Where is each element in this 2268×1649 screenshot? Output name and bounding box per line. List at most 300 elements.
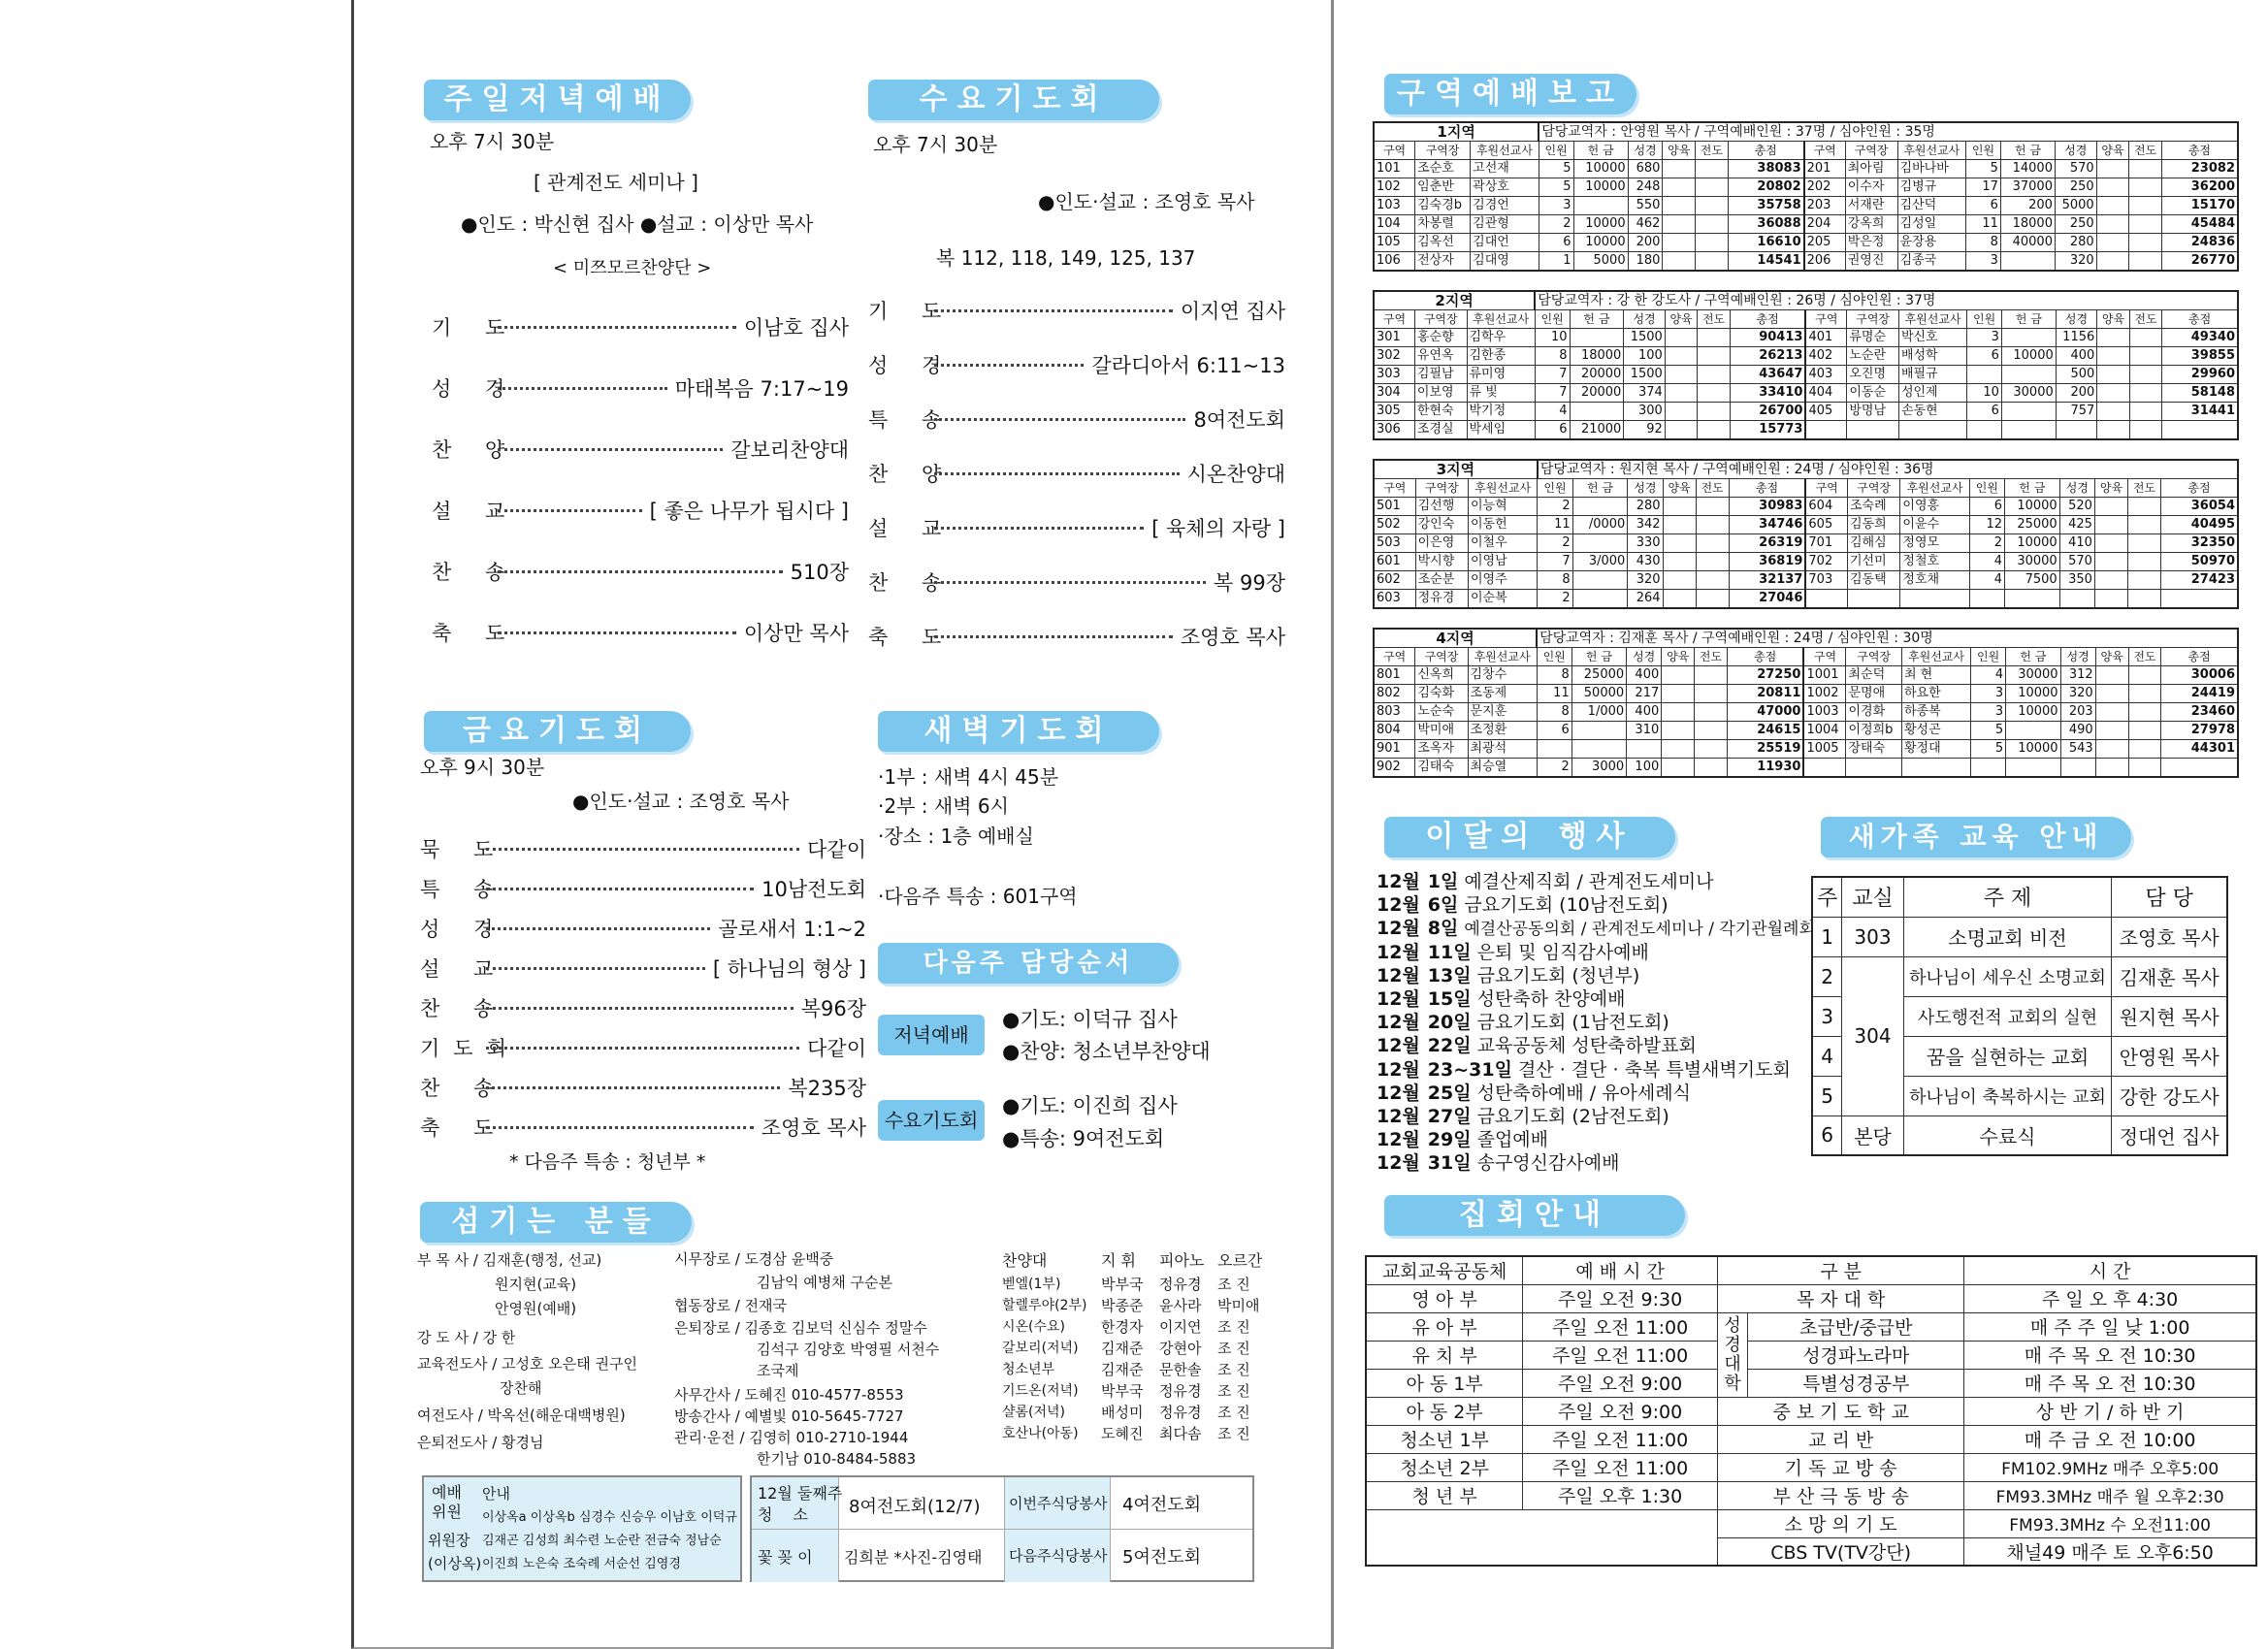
district-cell: 605 bbox=[1805, 516, 1847, 534]
district-cell bbox=[2127, 498, 2160, 516]
event-text: 성탄축하예배 / 유아세례식 bbox=[1476, 1082, 1691, 1104]
event-month: 12월 bbox=[1377, 988, 1420, 1010]
district-cell: 47000 bbox=[1727, 703, 1803, 722]
district-cell bbox=[2001, 366, 2056, 384]
district-cell: 7 bbox=[1538, 553, 1572, 571]
wednesday-value: 복 99장 bbox=[1214, 571, 1285, 595]
friday-value: 다같이 bbox=[807, 838, 866, 861]
district-cell: 2 bbox=[1538, 534, 1572, 553]
committee-label: 예배위원 bbox=[432, 1483, 462, 1521]
district-cell: 90413 bbox=[1730, 329, 1805, 347]
next-wed-label: 수요기도회 bbox=[878, 1100, 985, 1141]
edu-header: 교실 bbox=[1842, 877, 1903, 917]
district-cell: 14541 bbox=[1728, 252, 1803, 272]
district-cell bbox=[1695, 685, 1728, 703]
edu-cell: 안영원 목사 bbox=[2112, 1036, 2227, 1076]
district-cell: 203 bbox=[1804, 197, 1846, 215]
district-header: 양육 bbox=[1663, 479, 1696, 498]
district-cell: 문명애 bbox=[1846, 685, 1901, 703]
gather-schedule: 상 반 기 / 하 반 기 bbox=[1964, 1397, 2256, 1425]
district-cell bbox=[1572, 534, 1628, 553]
choir-cell: 김재준 bbox=[1101, 1361, 1144, 1378]
district-cell: 7500 bbox=[2005, 571, 2060, 590]
district-cell: 23460 bbox=[2161, 703, 2238, 722]
district-cell: 400 bbox=[1627, 666, 1662, 685]
district-cell bbox=[2094, 553, 2127, 571]
district-cell bbox=[1846, 759, 1901, 778]
district-cell: 김한종 bbox=[1467, 347, 1535, 366]
district-cell bbox=[2129, 178, 2162, 197]
district-cell: 3/000 bbox=[1572, 553, 1628, 571]
choir-cell: 최다솜 bbox=[1159, 1425, 1202, 1442]
district-cell bbox=[2128, 740, 2161, 759]
gather-kind: 소 망 의 기 도 bbox=[1718, 1509, 1964, 1537]
district-cell bbox=[1969, 590, 2004, 609]
district-cell: 250 bbox=[2055, 215, 2096, 234]
district-cell: 24836 bbox=[2161, 234, 2238, 252]
district-cell: 902 bbox=[1374, 759, 1415, 778]
sunday-dots bbox=[498, 570, 783, 573]
district-cell: 김관형 bbox=[1471, 215, 1539, 234]
district-cell: 430 bbox=[1628, 553, 1663, 571]
staff-line: 은퇴전도사 / 황경님 bbox=[417, 1434, 544, 1451]
district-cell: 이영남 bbox=[1468, 553, 1537, 571]
district-header: 구역장 bbox=[1414, 310, 1467, 329]
choir-cell: 박미애 bbox=[1217, 1297, 1260, 1314]
district-cell: 6 bbox=[1539, 234, 1573, 252]
district-cell bbox=[1696, 498, 1729, 516]
choir-cell: 조 진 bbox=[1217, 1276, 1250, 1293]
friday-dots bbox=[486, 1047, 799, 1050]
district-header: 후원선교사 bbox=[1471, 142, 1539, 160]
district-cell: 503 bbox=[1374, 534, 1415, 553]
district-header: 총점 bbox=[2161, 648, 2238, 666]
district-cell bbox=[2097, 403, 2129, 421]
district-header: 헌 금 bbox=[1570, 310, 1624, 329]
sunday-choir: < 미쯔모르찬양단 > bbox=[553, 258, 712, 278]
district-cell: 30000 bbox=[2001, 384, 2056, 403]
edu-cell: 조영호 목사 bbox=[2112, 917, 2227, 956]
district-cell: 602 bbox=[1374, 571, 1415, 590]
friday-key: 설 교 bbox=[420, 957, 507, 981]
district-cell: 2 bbox=[1969, 534, 2004, 553]
friday-value: [ 하나님의 형상 ] bbox=[712, 957, 866, 981]
district-name: 4지역 bbox=[1374, 629, 1537, 648]
choir-cell: 할렐루야(2부) bbox=[1002, 1298, 1087, 1313]
event-day: 1일 bbox=[1427, 871, 1459, 892]
sunday-key: 성 경 bbox=[432, 377, 519, 401]
district-cell: 김경언 bbox=[1471, 197, 1539, 215]
staff-line: 김남익 예병채 구순본 bbox=[757, 1274, 892, 1291]
district-cell: 6 bbox=[1967, 347, 2002, 366]
district-cell bbox=[1967, 366, 2002, 384]
district-cell: 류 빛 bbox=[1467, 384, 1535, 403]
district-cell: 하요한 bbox=[1901, 685, 1970, 703]
event-text: 은퇴 및 임직감사예배 bbox=[1476, 941, 1649, 963]
district-cell bbox=[2128, 685, 2161, 703]
district-cell: 1003 bbox=[1803, 703, 1846, 722]
choir-header: 지 휘 bbox=[1101, 1251, 1136, 1270]
district-header: 구역장 bbox=[1846, 648, 1901, 666]
serve2-value: 5여전도회 bbox=[1122, 1547, 1202, 1568]
district-cell: 103 bbox=[1374, 197, 1415, 215]
wednesday-time: 오후 7시 30분 bbox=[873, 133, 998, 156]
choir-cell: 이지연 bbox=[1159, 1318, 1202, 1336]
dawn-line-3: ·장소 : 1층 예배실 bbox=[878, 824, 1034, 848]
event-item bbox=[1377, 890, 1669, 917]
district-cell bbox=[1570, 329, 1624, 347]
gather-header: 교회교육공동체 bbox=[1366, 1256, 1523, 1284]
friday-item bbox=[420, 834, 866, 863]
district-cell: 248 bbox=[1628, 178, 1663, 197]
event-day: 22일 bbox=[1427, 1035, 1472, 1057]
district-header: 총점 bbox=[2161, 142, 2238, 160]
district-cell bbox=[2162, 421, 2238, 440]
district-cell bbox=[1696, 252, 1729, 272]
usher-names: 이상옥a 이상옥b 심경수 신승우 이남호 이덕규 bbox=[482, 1510, 737, 1525]
district-cell: 11 bbox=[1537, 685, 1571, 703]
staff-line: 시무장로 / 도경삼 윤백중 bbox=[674, 1250, 834, 1268]
district-cell bbox=[1805, 421, 1846, 440]
district-cell: 18000 bbox=[1570, 347, 1624, 366]
edu-cell: 소명교회 비전 bbox=[1903, 917, 2112, 956]
district-cell: 300 bbox=[1624, 403, 1666, 421]
district-cell: 정영모 bbox=[1900, 534, 1969, 553]
district-cell: 27978 bbox=[2161, 722, 2238, 740]
wednesday-dots bbox=[934, 418, 1185, 421]
district-header: 인원 bbox=[1539, 142, 1573, 160]
district-cell: 김대영 bbox=[1471, 252, 1539, 272]
district-cell bbox=[2000, 252, 2055, 272]
district-cell: 김동택 bbox=[1847, 571, 1899, 590]
district-cell bbox=[1663, 252, 1696, 272]
district-header: 헌 금 bbox=[2006, 648, 2060, 666]
wednesday-key: 특 송 bbox=[868, 408, 956, 432]
district-header: 구역장 bbox=[1415, 142, 1471, 160]
district-cell: 12 bbox=[1969, 516, 2004, 534]
choir-cell: 샬롬(저녁) bbox=[1002, 1405, 1066, 1420]
event-month: 12월 bbox=[1377, 1152, 1420, 1175]
edu-header: 주 제 bbox=[1903, 877, 2112, 917]
district-cell: 102 bbox=[1374, 178, 1415, 197]
choir-header: 찬양대 bbox=[1002, 1251, 1048, 1270]
district-cell bbox=[2095, 759, 2128, 778]
district-cell: 이능혁 bbox=[1468, 498, 1537, 516]
district-cell: 5 bbox=[1966, 160, 2001, 178]
district-cell: 최승열 bbox=[1468, 759, 1537, 778]
district-name: 3지역 bbox=[1374, 460, 1538, 479]
district-cell: 27046 bbox=[1729, 590, 1805, 609]
district-table bbox=[1373, 459, 2239, 609]
district-cell: 6 bbox=[1966, 197, 2001, 215]
gather-kind: CBS TV(TV강단) bbox=[1718, 1537, 1964, 1566]
wednesday-key: 축 도 bbox=[868, 626, 956, 649]
district-cell bbox=[1665, 366, 1697, 384]
district-cell: 이수자 bbox=[1845, 178, 1897, 197]
sunday-dots bbox=[498, 326, 736, 329]
district-cell bbox=[1663, 178, 1696, 197]
event-text: 예결산제직회 / 관계전도세미나 bbox=[1464, 871, 1714, 892]
district-header: 구역 bbox=[1804, 142, 1846, 160]
friday-dots bbox=[486, 927, 710, 930]
district-cell: 조정환 bbox=[1468, 722, 1537, 740]
district-header: 후원선교사 bbox=[1900, 479, 1969, 498]
district-cell: 손동현 bbox=[1898, 403, 1966, 421]
district-header: 인원 bbox=[1969, 479, 2004, 498]
district-cell: 30006 bbox=[2161, 666, 2238, 685]
event-text: 졸업예배 bbox=[1476, 1129, 1549, 1151]
district-cell bbox=[1662, 722, 1695, 740]
gather-dept: 청소년 1부 bbox=[1366, 1425, 1523, 1453]
district-table bbox=[1373, 290, 2239, 440]
district-cell bbox=[1572, 571, 1628, 590]
district-cell bbox=[1696, 590, 1729, 609]
sunday-banner: 주일저녁예배 bbox=[424, 80, 691, 120]
district-cell: 30000 bbox=[2005, 553, 2060, 571]
district-cell bbox=[1572, 590, 1628, 609]
district-cell: 이은영 bbox=[1415, 534, 1468, 553]
district-cell bbox=[1901, 759, 1970, 778]
district-cell: 조경실 bbox=[1414, 421, 1467, 440]
district-cell: 200 bbox=[1628, 234, 1663, 252]
district-header: 구역장 bbox=[1847, 310, 1899, 329]
district-cell: 200 bbox=[2000, 197, 2055, 215]
district-cell: 10000 bbox=[1573, 234, 1628, 252]
district-cell: 곽상호 bbox=[1471, 178, 1539, 197]
choir-cell: 조 진 bbox=[1217, 1318, 1250, 1336]
district-cell: 500 bbox=[2056, 366, 2097, 384]
district-cell: 김옥선 bbox=[1415, 234, 1471, 252]
district-cell: 14000 bbox=[2000, 160, 2055, 178]
event-day: 27일 bbox=[1427, 1106, 1472, 1127]
district-cell: 홍순향 bbox=[1414, 329, 1467, 347]
choir-cell: 조 진 bbox=[1217, 1361, 1250, 1378]
district-cell: 310 bbox=[1627, 722, 1662, 740]
district-cell: 92 bbox=[1624, 421, 1666, 440]
dawn-banner: 새벽기도회 bbox=[878, 711, 1159, 752]
wednesday-hymns: 복 112, 118, 149, 125, 137 bbox=[936, 246, 1196, 270]
district-cell: 11 bbox=[1538, 516, 1572, 534]
district-cell bbox=[2129, 234, 2162, 252]
edu-cell: 꿈을 실현하는 교회 bbox=[1903, 1036, 2112, 1076]
district-cell: 이정희b bbox=[1846, 722, 1901, 740]
district-cell bbox=[2129, 197, 2162, 215]
district-cell: 26319 bbox=[1729, 534, 1805, 553]
district-header: 구역 bbox=[1374, 479, 1415, 498]
district-cell: 정철호 bbox=[1900, 553, 1969, 571]
friday-item bbox=[420, 1073, 866, 1102]
district-cell: 10000 bbox=[2005, 498, 2060, 516]
sunday-seminar: [ 관계전도 세미나 ] bbox=[534, 171, 698, 194]
district-cell bbox=[1971, 759, 2006, 778]
friday-item bbox=[420, 1033, 866, 1062]
district-cell: 김필남 bbox=[1414, 366, 1467, 384]
district-cell bbox=[2005, 590, 2060, 609]
district-cell: 280 bbox=[1628, 498, 1663, 516]
wednesday-value: 8여전도회 bbox=[1193, 408, 1285, 432]
district-cell: 36819 bbox=[1729, 553, 1805, 571]
district-cell: 306 bbox=[1374, 421, 1414, 440]
district-cell: 3 bbox=[1971, 685, 2006, 703]
district-header: 구역 bbox=[1374, 142, 1415, 160]
district-header: 구역장 bbox=[1847, 479, 1899, 498]
edu-cell: 수료식 bbox=[1903, 1116, 2112, 1155]
district-cell: 330 bbox=[1628, 534, 1663, 553]
choir-cell: 윤사라 bbox=[1159, 1297, 1202, 1314]
district-header: 성경 bbox=[1628, 142, 1663, 160]
edu-cell: 5 bbox=[1812, 1076, 1842, 1116]
district-cell bbox=[2129, 215, 2162, 234]
district-header: 후원선교사 bbox=[1898, 310, 1966, 329]
edu-cell: 6 bbox=[1812, 1116, 1842, 1155]
event-day: 13일 bbox=[1427, 964, 1472, 986]
staff-line: 여전도사 / 박옥선(해운대백병원) bbox=[417, 1406, 626, 1424]
committee-row-2: 김재곤 김성희 최수련 노순란 전금숙 정남순 bbox=[482, 1534, 722, 1548]
district-cell bbox=[1663, 534, 1696, 553]
district-cell: 이순복 bbox=[1468, 590, 1537, 609]
district-header: 양육 bbox=[2094, 479, 2127, 498]
sunday-item bbox=[432, 312, 849, 341]
district-cell bbox=[2095, 722, 2128, 740]
friday-key: 묵 도 bbox=[420, 838, 507, 861]
district-cell: 10000 bbox=[2001, 347, 2056, 366]
district-cell bbox=[2094, 516, 2127, 534]
district-cell bbox=[2128, 759, 2161, 778]
staff-banner: 섬기는 분들 bbox=[420, 1202, 692, 1243]
district-header: 구역장 bbox=[1845, 142, 1897, 160]
friday-key: 축 도 bbox=[420, 1116, 507, 1140]
district-header: 성경 bbox=[2059, 479, 2094, 498]
district-cell: 543 bbox=[2060, 740, 2095, 759]
district-cell: 7 bbox=[1535, 384, 1570, 403]
wednesday-dots bbox=[934, 635, 1173, 638]
district-cell bbox=[2128, 703, 2161, 722]
friday-dots bbox=[486, 1086, 780, 1089]
edu-cell: 하나님이 축복하시는 교회 bbox=[1903, 1076, 2112, 1116]
district-cell bbox=[1696, 234, 1729, 252]
district-cell: 김숙화 bbox=[1415, 685, 1468, 703]
wednesday-item bbox=[868, 350, 1285, 379]
district-cell: 전상자 bbox=[1415, 252, 1471, 272]
district-cell bbox=[2096, 197, 2129, 215]
district-cell: 1004 bbox=[1803, 722, 1846, 740]
district-cell bbox=[1696, 160, 1729, 178]
district-cell bbox=[1662, 666, 1695, 685]
district-cell bbox=[1663, 553, 1696, 571]
district-cell bbox=[2056, 421, 2097, 440]
district-cell bbox=[1698, 347, 1730, 366]
district-cell: 조옥자 bbox=[1415, 740, 1468, 759]
friday-key: 성 경 bbox=[420, 918, 507, 941]
choir-cell: 시온(수요) bbox=[1002, 1319, 1066, 1335]
choir-cell: 정유경 bbox=[1159, 1276, 1202, 1293]
edu-banner: 새가족 교육 안내 bbox=[1821, 817, 2131, 857]
district-cell bbox=[2128, 666, 2161, 685]
edu-cell: 정대언 집사 bbox=[2112, 1116, 2227, 1155]
wednesday-value: 이지연 집사 bbox=[1180, 300, 1285, 323]
next-evening-praise: ●찬양: 청소년부찬양대 bbox=[1002, 1040, 1211, 1063]
wednesday-item bbox=[868, 513, 1285, 542]
report-banner: 구역예배보고 bbox=[1384, 74, 1636, 114]
district-cell: 30000 bbox=[2006, 666, 2060, 685]
serve1-value: 4여전도회 bbox=[1122, 1495, 1202, 1515]
district-header: 양육 bbox=[2097, 310, 2129, 329]
district-cell bbox=[1663, 498, 1696, 516]
event-month: 12월 bbox=[1377, 871, 1420, 892]
gather-empty bbox=[1366, 1509, 1523, 1537]
district-cell bbox=[1662, 685, 1695, 703]
district-header: 양육 bbox=[1663, 142, 1696, 160]
wednesday-key: 설 교 bbox=[868, 517, 956, 540]
gather-kind: 기 독 교 방 송 bbox=[1718, 1453, 1964, 1481]
sunday-key: 기 도 bbox=[432, 316, 519, 340]
district-cell: 15773 bbox=[1730, 421, 1805, 440]
friday-key: 특 송 bbox=[420, 878, 507, 901]
district-cell: 5 bbox=[1539, 160, 1573, 178]
next-week-banner: 다음주 담당순서 bbox=[878, 943, 1179, 984]
district-cell: 김성일 bbox=[1897, 215, 1966, 234]
district-cell: 24419 bbox=[2161, 685, 2238, 703]
district-cell bbox=[2096, 252, 2129, 272]
district-cell bbox=[1663, 571, 1696, 590]
district-header: 성경 bbox=[2060, 648, 2095, 666]
friday-time: 오후 9시 30분 bbox=[420, 756, 545, 779]
district-cell: 이철우 bbox=[1468, 534, 1537, 553]
district-header: 헌 금 bbox=[1573, 142, 1628, 160]
choir-cell: 박종준 bbox=[1101, 1297, 1144, 1314]
district-header: 인원 bbox=[1966, 142, 2001, 160]
wednesday-value: 갈라디아서 6:11~13 bbox=[1091, 354, 1285, 377]
sunday-key: 찬 송 bbox=[432, 561, 519, 584]
edu-cell: 304 bbox=[1842, 956, 1903, 1116]
district-cell bbox=[1573, 197, 1628, 215]
choir-cell: 조 진 bbox=[1217, 1382, 1250, 1400]
district-cell: 570 bbox=[2055, 160, 2096, 178]
district-cell: 한현숙 bbox=[1414, 403, 1467, 421]
district-cell: 장태숙 bbox=[1846, 740, 1901, 759]
district-cell bbox=[2097, 384, 2129, 403]
district-cell: 임춘반 bbox=[1415, 178, 1471, 197]
district-cell: 603 bbox=[1374, 590, 1415, 609]
district-info: 담당교역자 : 안영원 목사 / 구역예배인원 : 37명 / 심야인원 : 35명 bbox=[1539, 122, 2238, 142]
district-cell: 34746 bbox=[1729, 516, 1805, 534]
event-text: 예결산공동의회 / 관계전도세미나 / 각기관월례회 bbox=[1464, 920, 1815, 940]
district-cell: 박은정 bbox=[1845, 234, 1897, 252]
district-header: 헌 금 bbox=[2000, 142, 2055, 160]
district-cell bbox=[2096, 160, 2129, 178]
gather-time: 주일 오후 1:30 bbox=[1523, 1481, 1718, 1509]
district-cell: 25000 bbox=[1571, 666, 1626, 685]
district-cell: 20811 bbox=[1727, 685, 1803, 703]
district-cell: 11930 bbox=[1727, 759, 1803, 778]
wednesday-value: [ 육체의 자랑 ] bbox=[1151, 517, 1285, 540]
district-cell: 조순분 bbox=[1415, 571, 1468, 590]
district-cell bbox=[2129, 366, 2161, 384]
district-cell bbox=[2129, 421, 2161, 440]
district-cell: 노순란 bbox=[1847, 347, 1899, 366]
event-text: 송구영신감사예배 bbox=[1476, 1152, 1620, 1175]
district-cell: 264 bbox=[1628, 590, 1663, 609]
district-cell: 106 bbox=[1374, 252, 1415, 272]
edu-cell: 사도행전적 교회의 실현 bbox=[1903, 996, 2112, 1036]
district-cell bbox=[1805, 590, 1847, 609]
district-header: 전도 bbox=[1698, 310, 1730, 329]
district-cell: 250 bbox=[2055, 178, 2096, 197]
event-item bbox=[1377, 1031, 1697, 1057]
district-cell bbox=[2127, 534, 2160, 553]
district-cell: 2 bbox=[1538, 498, 1572, 516]
district-cell: 박세임 bbox=[1467, 421, 1535, 440]
